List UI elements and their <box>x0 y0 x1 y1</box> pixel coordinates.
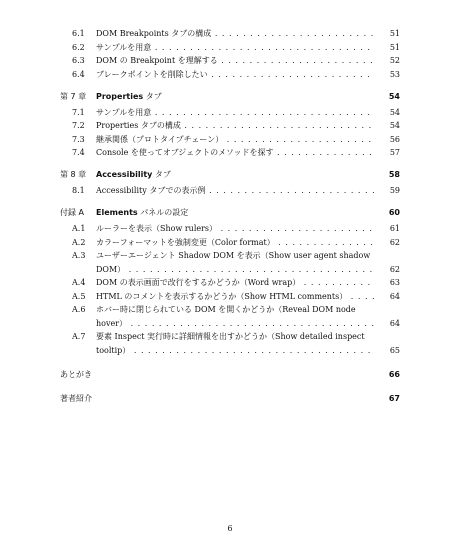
toc-page: 53 <box>374 69 400 81</box>
authors-title: 著者紹介 <box>60 393 92 403</box>
toc-title: ホバー時に閉じられている DOM を開くかどうか（Reveal DOM node <box>96 305 356 314</box>
toc-title: 要素 Inspect 実行時に詳細情報を出すかどうか（Show detailed inspect <box>96 332 365 341</box>
toc-number: 7.3 <box>72 134 85 144</box>
toc-title-continued: tooltip） <box>96 345 131 355</box>
toc-entry <box>60 277 400 289</box>
chapter-number: 第 7 章 <box>60 91 87 101</box>
toc-title: ブレークポイントを削除したい <box>96 69 208 79</box>
toc-entry <box>60 120 400 132</box>
chapter-number: 第 8 章 <box>60 170 87 179</box>
toc-page: 62 <box>374 237 400 249</box>
toc-number: 8.1 <box>72 186 85 195</box>
toc-entry <box>60 291 400 303</box>
table-of-contents <box>60 28 400 406</box>
toc-page: 62 <box>374 264 400 276</box>
toc-entry <box>60 55 400 67</box>
toc-number: 6.3 <box>72 56 85 65</box>
chapter-heading <box>60 91 400 103</box>
afterword-page: 66 <box>374 369 400 381</box>
toc-number: A.1 <box>72 224 86 233</box>
toc-entry <box>60 223 400 235</box>
appendix-page: 60 <box>374 207 400 219</box>
toc-page: 51 <box>374 42 400 54</box>
toc-entry <box>60 42 400 54</box>
toc-entry-continued <box>60 318 400 330</box>
toc-entry <box>60 28 400 40</box>
toc-title: サンプルを用意 <box>96 107 152 117</box>
toc-entry-continued <box>60 264 400 276</box>
toc-title: DOM の Breakpoint を理解する <box>96 56 218 65</box>
toc-page: 61 <box>374 223 400 235</box>
toc-title: ルーラーを表示（Show rulers） <box>96 224 218 233</box>
page-number: 6 <box>227 524 233 533</box>
toc-entry <box>60 69 400 81</box>
toc-number: A.6 <box>72 305 86 314</box>
toc-title: DOM の表示画面で改行をするかどうか（Word wrap） <box>96 278 301 287</box>
toc-number: 7.4 <box>72 148 85 157</box>
toc-entry <box>60 185 400 197</box>
toc-number: 7.1 <box>72 107 85 117</box>
toc-title: DOM Breakpoints タブの構成 <box>96 29 212 38</box>
toc-page: 54 <box>374 120 400 132</box>
toc-entry <box>60 237 400 249</box>
toc-title: ユーザーエージェント Shadow DOM を表示（Show user agent shadow <box>96 251 371 260</box>
toc-number: A.5 <box>72 291 86 301</box>
toc-number: 6.2 <box>72 42 85 52</box>
toc-title: 継承関係（プロトタイプチェーン） <box>96 134 224 144</box>
toc-title-continued: hover） <box>96 318 128 328</box>
toc-title: サンプルを用意 <box>96 42 152 52</box>
toc-page: 64 <box>374 291 400 303</box>
toc-title: Accessibility タブでの表示例 <box>96 186 206 195</box>
chapter-title-bold: Accessibility <box>96 170 153 179</box>
appendix-title-rest: パネルの設定 <box>137 208 189 217</box>
toc-number: A.7 <box>72 332 86 341</box>
chapter-heading <box>60 169 400 181</box>
toc-title-continued: DOM） <box>96 264 126 274</box>
toc-title: カラーフォーマットを強制変更（Color format） <box>96 237 275 247</box>
toc-page: 65 <box>374 345 400 357</box>
afterword-title: あとがき <box>60 369 92 379</box>
appendix-title-bold: Elements <box>96 208 138 217</box>
chapter-page: 58 <box>374 169 400 181</box>
authors-page: 67 <box>374 393 400 405</box>
chapter-title-rest: タブ <box>143 91 162 101</box>
toc-entry <box>60 331 400 343</box>
toc-entry <box>60 304 400 316</box>
toc-page: 64 <box>374 318 400 330</box>
authors-entry <box>60 393 400 405</box>
toc-page: 57 <box>374 147 400 159</box>
toc-number: A.3 <box>72 251 86 260</box>
toc-number: 6.4 <box>72 69 85 79</box>
toc-entry-continued <box>60 345 400 357</box>
toc-entry <box>60 250 400 262</box>
toc-number: 7.2 <box>72 121 85 130</box>
appendix-number: 付録 A <box>60 208 85 217</box>
chapter-title-bold: Properties <box>96 91 144 101</box>
toc-entry <box>60 134 400 146</box>
toc-page: 54 <box>374 107 400 119</box>
chapter-page: 54 <box>374 91 400 103</box>
toc-title: Console を使ってオブジェクトのメソッドを探す <box>96 148 274 157</box>
toc-number: A.4 <box>72 278 86 287</box>
toc-entry <box>60 107 400 119</box>
chapter-title-rest: タブ <box>152 170 171 179</box>
appendix-heading <box>60 207 400 219</box>
afterword-entry <box>60 369 400 381</box>
toc-title: HTML のコメントを表示するかどうか（Show HTML comments） <box>96 291 348 301</box>
toc-page: 63 <box>374 277 400 289</box>
toc-title: Properties タブの構成 <box>96 121 181 130</box>
toc-number: 6.1 <box>72 29 85 38</box>
toc-page: 59 <box>374 185 400 197</box>
toc-number: A.2 <box>72 237 86 247</box>
toc-entry <box>60 147 400 159</box>
toc-page: 56 <box>374 134 400 146</box>
toc-page: 52 <box>374 55 400 67</box>
toc-page: 51 <box>374 28 400 40</box>
